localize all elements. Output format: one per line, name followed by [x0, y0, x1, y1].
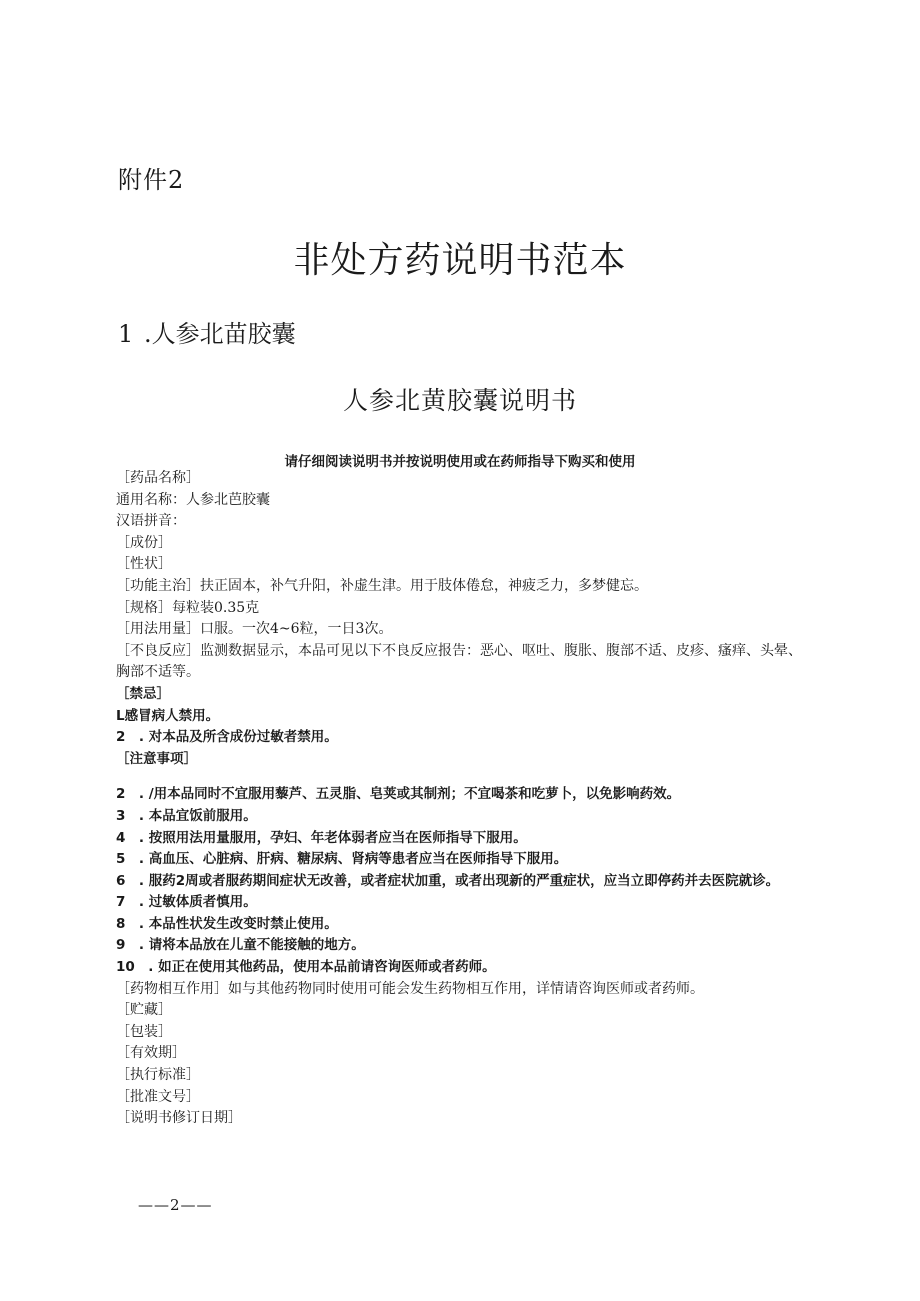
precaution-item: 4 . 按照用法用量服用，孕妇、年老体弱者应当在医师指导下服用。 [116, 829, 527, 846]
section-number: 1 [118, 320, 134, 348]
drug-interactions-text: ［药物相互作用］如与其他药物同时使用可能会发生药物相互作用，详情请咨询医师或者药师。 [116, 980, 704, 997]
precaution-item: 10 . 如正在使用其他药品，使用本品前请咨询医师或者药师。 [116, 959, 496, 976]
dosage-text: ［用法用量］口服。一次4~6粒，一日3次。 [116, 621, 393, 638]
leaflet-title: 人参北黄胶囊说明书 [342, 386, 577, 415]
spacer [116, 770, 806, 784]
generic-name: 通用名称：人参北芭胶囊 [116, 491, 270, 508]
precaution-item: 7 . 过敏体质者慎用。 [116, 894, 257, 911]
attachment-label: 附件2 [118, 166, 185, 194]
usage-notice: 请仔细阅读说明书并按说明使用或在药师指导下购买和使用 [284, 454, 636, 470]
section-heading [118, 314, 296, 349]
pinyin-name: 汉语拼音： [116, 513, 186, 530]
storage-header: ［贮藏］ [116, 1002, 172, 1019]
approval-number-header: ［批准文号］ [116, 1088, 200, 1105]
page-title: 非处方药说明书范本 [293, 240, 627, 281]
adverse-reactions-text: ［不良反应］监测数据显示，本品可见以下不良反应报告：恶心、呕吐、腹胀、腹部不适、皮疹、瘙痒、头晕、胸部不适等。 [116, 642, 802, 681]
contraindications-header: ［禁忌］ [116, 685, 170, 702]
indications-text: ［功能主治］扶正固本，补气升阳，补虚生津。用于肢体倦怠，神疲乏力，多梦健忘。 [116, 577, 648, 594]
precaution-item: 2 . /用本品同时不宜服用藜芦、五灵脂、皂荚或其制剂；不宜喝茶和吃萝卜，以免影响药效。 [116, 786, 681, 803]
precaution-item: 5 . 高血压、心脏病、肝病、糖尿病、肾病等患者应当在医师指导下服用。 [116, 851, 568, 868]
ingredients-header: ［成份］ [116, 534, 172, 551]
expiry-header: ［有效期］ [116, 1045, 186, 1062]
leaflet-body [116, 468, 806, 1130]
drug-name-header: ［药品名称］ [116, 470, 200, 486]
standard-header: ［执行标准］ [116, 1067, 200, 1084]
appearance-header: ［性状］ [116, 556, 172, 573]
precaution-item: 6 . 服药2周或者服药期间症状无改善，或者症状加重，或者出现新的严重症状，应当立即停药并去医院就诊。 [116, 872, 780, 889]
page-number: ——2—— [138, 1196, 213, 1214]
precaution-item: 9 . 请将本品放在儿童不能接触的地方。 [116, 937, 365, 954]
precaution-item: 8 . 本品性状发生改变时禁止使用。 [116, 915, 338, 932]
precautions-header: ［注意事项］ [116, 750, 197, 767]
contraindication-item: L感冒病人禁用。 [116, 707, 220, 724]
revision-date-header: ［说明书修订日期］ [116, 1110, 242, 1127]
packaging-header: ［包装］ [116, 1023, 172, 1040]
precaution-item: 3 . 本品宜饭前服用。 [116, 807, 257, 824]
section-title: .人参北苗胶囊 [144, 320, 296, 348]
specification-text: ［规格］每粒装0.35克 [116, 599, 260, 616]
contraindication-item: 2 . 对本品及所含成份过敏者禁用。 [116, 729, 338, 746]
